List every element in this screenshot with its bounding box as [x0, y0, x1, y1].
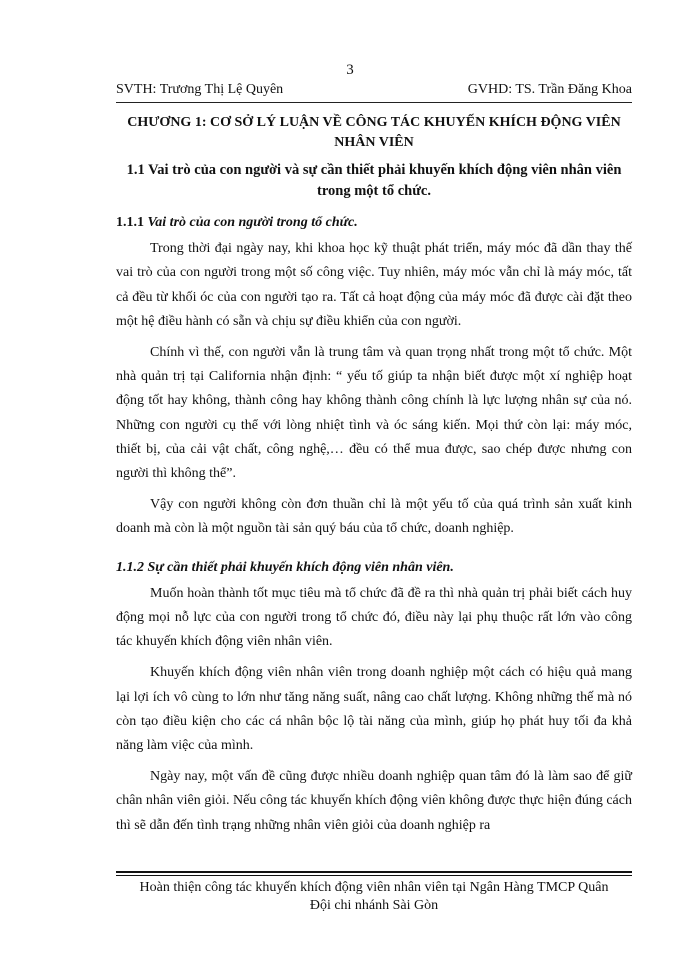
chapter-title: CHƯƠNG 1: CƠ SỞ LÝ LUẬN VỀ CÔNG TÁC KHUYẾN KHÍCH ĐỘNG VIÊN NHÂN VIÊN	[127, 115, 621, 150]
paragraph: Khuyến khích động viên nhân viên trong doanh nghiệp một cách có hiệu quả mang lại lợi ích vô cùng to lớn như tăng năng suất, nâng cao chất lượng. Không những thế mà nó còn tạo điều kiện cho các cá nhân bộc lộ tài năng của mình, giúp họ phát huy tối đa khả năng làm việc của mình.	[116, 665, 632, 754]
paragraph: Chính vì thế, con người vẫn là trung tâm và quan trọng nhất trong một tổ chức. Một nhà quản trị tại California nhận định: “ yếu tố giúp ta nhận biết được một xí nghiệp hoạt động tốt hay không, thành công hay không thành công chính là lực lượng nhân sự của nó. Những con người cụ thể với lòng nhiệt tình và óc sáng kiến. Mọi thứ còn lại: máy móc, thiết bị, của cải vật chất, công nghệ,… đều có thể mua được, sao chép được nhưng con người thì không thể”.	[116, 345, 632, 482]
subsection-2-heading: 1.1.2 Sự cần thiết phải khuyến khích động viên nhân viên.	[116, 559, 454, 575]
advisor-name: GVHD: TS. Trần Đăng Khoa	[467, 82, 632, 97]
page-header	[116, 82, 632, 98]
footer-line-2: Đội chi nhánh Sài Gòn	[309, 898, 439, 913]
paragraph: Vậy con người không còn đơn thuần chỉ là một yếu tố của quá trình sản xuất kinh doanh mà còn là một nguồn tài sản quý báu của tổ chức, doanh nghiệp.	[116, 497, 632, 537]
page-footer	[116, 879, 632, 915]
body-text	[116, 211, 632, 845]
student-name: SVTH: Trương Thị Lệ Quyên	[116, 82, 284, 97]
footer-line-1: Hoàn thiện công tác khuyến khích động viên nhân viên tại Ngân Hàng TMCP Quân	[139, 880, 609, 895]
page-number: 3	[346, 62, 354, 78]
footer-divider-thin	[116, 875, 632, 876]
subsection-1-number: 1.1.1	[116, 215, 144, 230]
paragraph: Muốn hoàn thành tốt mục tiêu mà tổ chức đã đề ra thì nhà quản trị phải biết cách huy động mọi nỗ lực của con người trong tổ chức đó, điều này lại phụ thuộc rất lớn vào công tác khuyến khích động viên nhân viên.	[116, 585, 632, 650]
section-title: 1.1 Vai trò của con người và sự cần thiết phải khuyến khích động viên nhân viên trong một tổ chức.	[126, 162, 622, 199]
paragraph: Trong thời đại ngày nay, khi khoa học kỹ thuật phát triển, máy móc đã dần thay thế vai trò của con người trong một số công việc. Tuy nhiên, máy móc vẫn chỉ là máy móc, tất cả đều từ khối óc của con người tạo ra. Tất cả hoạt động của máy móc đã được cài đặt theo một hệ điều hành có sẵn và chịu sự điều khiển của con người.	[116, 241, 632, 329]
paragraph: Ngày nay, một vấn đề cũng được nhiều doanh nghiệp quan tâm đó là làm sao để giữ chân nhân viên giỏi. Nếu công tác khuyến khích động viên không được thực hiện đúng cách thì sẽ dẫn đến tình trạng những nhân viên giỏi của doanh nghiệp ra	[116, 769, 632, 833]
footer-divider-thick	[116, 871, 632, 873]
header-divider	[116, 102, 632, 103]
subsection-1-title: Vai trò của con người trong tổ chức.	[147, 215, 358, 230]
subsection-1-heading	[116, 211, 632, 235]
